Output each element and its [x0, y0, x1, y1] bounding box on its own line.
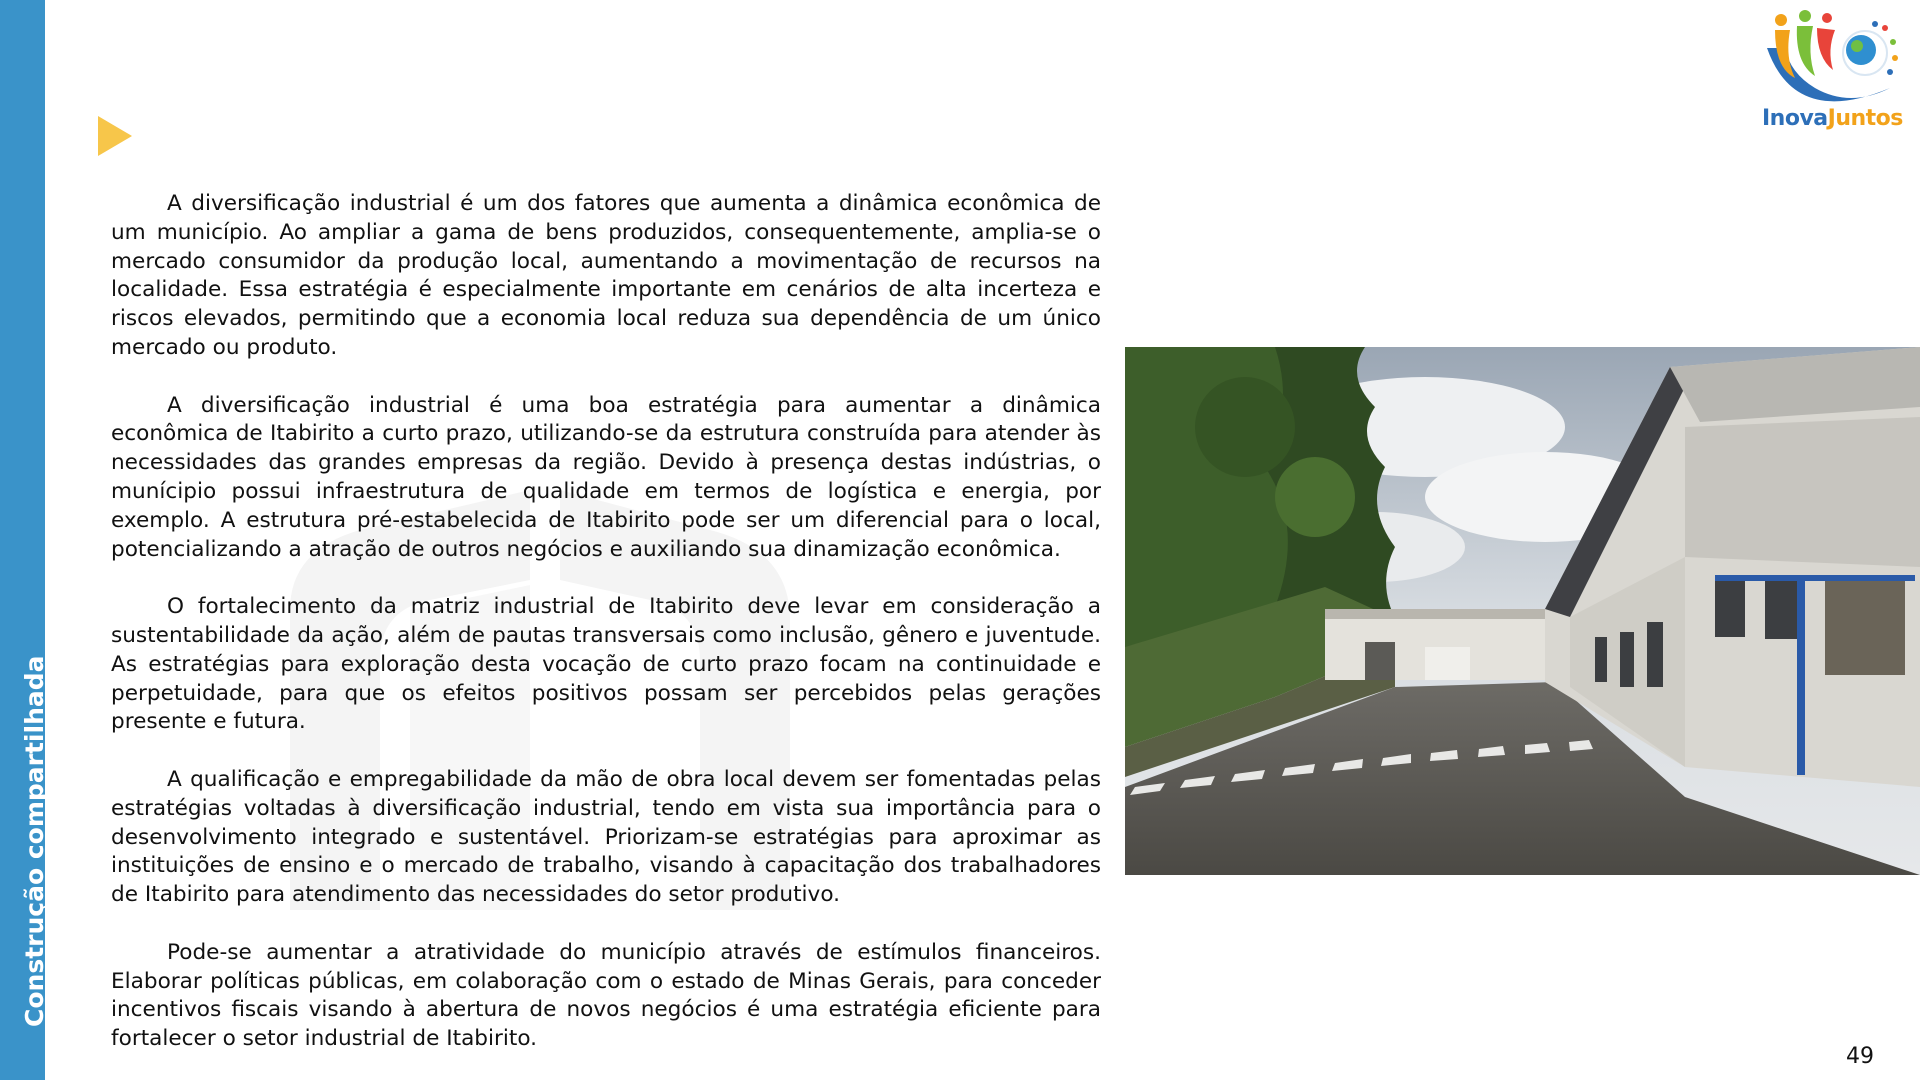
logo-text-inova: Inova	[1762, 106, 1828, 131]
play-arrow-icon	[98, 116, 132, 156]
paragraph: O fortalecimento da matriz industrial de Itabirito deve levar em consideração a sustentabilidade da ação, além de pautas transversais como inclusão, gênero e juventude. As estratégias para exploração desta vocação de curto prazo focam na continuidade e perpetuidade, para que os efeitos positivos possam ser percebidos pelas gerações presente e futura.	[111, 594, 1101, 735]
paragraph: A diversificação industrial é uma boa estratégia para aumentar a dinâmica econômica de Itabirito a curto prazo, utilizando-se da estrutura construída para atender às necessidades das grandes empresas da região. Devido à presença destas indústrias, o munícipio possui infraestrutura de qualidade em termos de logística e energia, por exemplo. A estrutura pré-estabelecida de Itabirito pode ser um diferencial para o local, potencializando a atração de outros negócios e auxiliando sua dinamização econômica.	[111, 392, 1101, 562]
page-number: 49	[1846, 1044, 1874, 1069]
logo-text-juntos: Juntos	[1827, 106, 1903, 131]
paragraph: Pode-se aumentar a atratividade do município através de estímulos financeiros. Elaborar políticas públicas, em colaboração com o estado de Minas Gerais, para conceder incentivos fiscais visando à abertura de novos negócios é uma estratégia eficiente para fortalecer o setor industrial de Itabirito.	[111, 939, 1101, 1052]
paragraph: A diversificação industrial é um dos fatores que aumenta a dinâmica econômica de um município. Ao ampliar a gama de bens produzidos, consequentemente, amplia-se o mercado consumidor da produção local, aumentando a movimentação de recursos na localidade. Essa estratégia é especialmente importante em cenários de alta incerteza e riscos elevados, permitindo que a economia local reduza sua dependência de um único mercado ou produto.	[111, 191, 1101, 360]
industrial-building-photo	[1125, 347, 1920, 875]
sidebar	[0, 0, 49, 1080]
logo-text	[1762, 106, 1903, 131]
body-text	[111, 190, 1101, 1083]
paragraph: A qualificação e empregabilidade da mão de obra local devem ser fomentadas pelas estratégias voltadas à diversificação industrial, tendo em vista sua importância para o desenvolvimento integrado e sustentável. Priorizam-se estratégias para aproximar as instituições de ensino e o mercado de trabalho, visando à capacitação dos trabalhadores de Itabirito para atendimento das necessidades do setor produtivo.	[111, 766, 1101, 908]
sidebar-label: Construção compartilhada	[20, 655, 49, 1027]
